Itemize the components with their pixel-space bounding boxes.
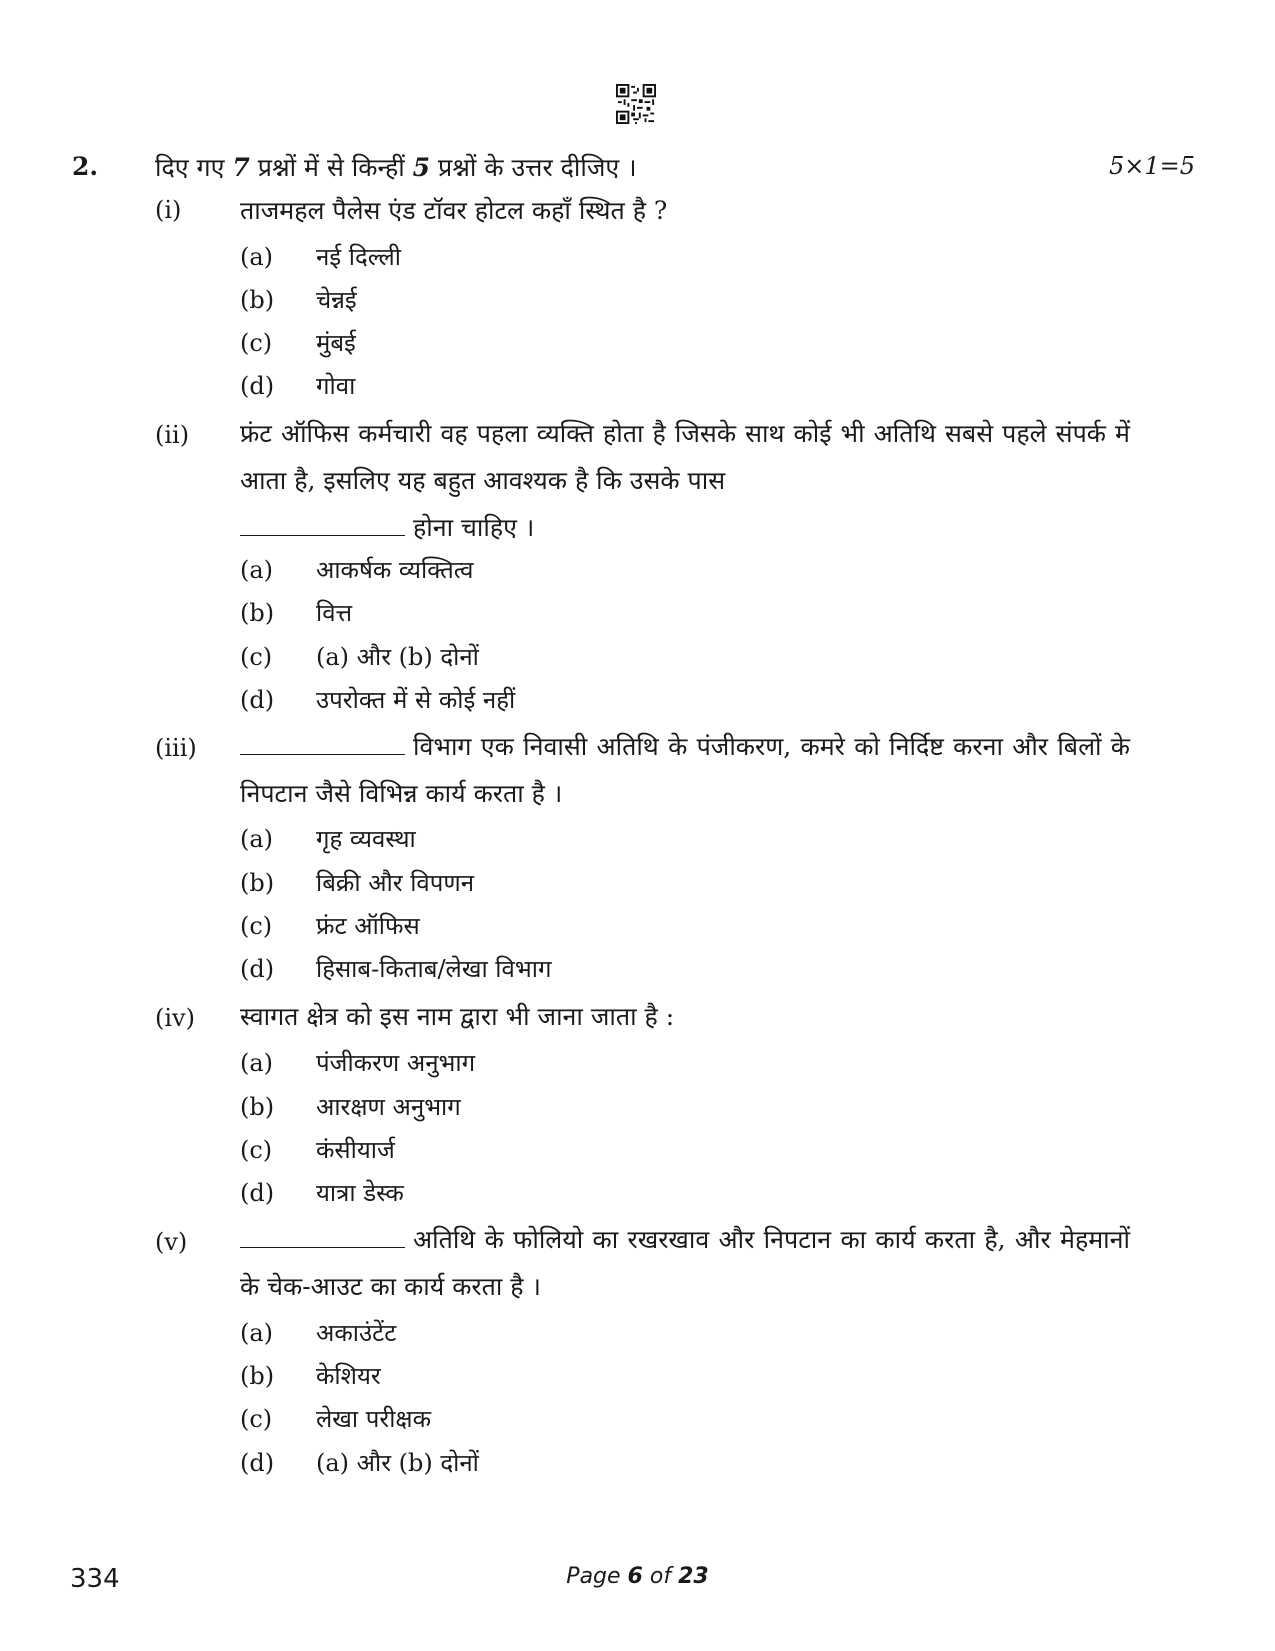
- option: (d) (a) और (b) दोनों: [240, 1449, 479, 1477]
- subquestion-label: (ii): [155, 421, 190, 449]
- option: (d) हिसाब-किताब/लेखा विभाग: [240, 955, 552, 983]
- option: (c) लेखा परीक्षक: [240, 1405, 432, 1433]
- option: (c) फ्रंट ऑफिस: [240, 912, 420, 940]
- question-number: 2.: [72, 152, 99, 181]
- subquestion-text: अतिथि के फोलियो का रखरखाव और निपटान का कार्य करता है, और मेहमानों के चेक-आउट का कार्य करता है ।: [240, 1216, 1130, 1310]
- option: (b) चेन्नई: [240, 286, 357, 314]
- subquestion-text: विभाग एक निवासी अतिथि के पंजीकरण, कमरे को निर्दिष्ट करना और बिलों के निपटान जैसे विभिन्न कार्य करता है ।: [240, 723, 1130, 817]
- page-number: Page 6 of 23: [566, 1564, 709, 1589]
- option: (a) नई दिल्ली: [240, 243, 402, 271]
- subquestion-text: स्वागत क्षेत्र को इस नाम द्वारा भी जाना जाता है :: [240, 1002, 675, 1031]
- option: (b) केशियर: [240, 1362, 381, 1390]
- answer-blank: [240, 1221, 405, 1248]
- option: (a) अकाउंटेंट: [240, 1319, 397, 1347]
- subquestion-label: (iv): [155, 1004, 195, 1032]
- answer-blank: [240, 509, 405, 536]
- marks-allocation: 5×1=5: [1108, 152, 1195, 180]
- option: (b) वित्त: [240, 599, 353, 627]
- option: (c) (a) और (b) दोनों: [240, 643, 479, 671]
- subject-code: 334: [70, 1564, 120, 1594]
- question-instruction: दिए गए 7 प्रश्नों में से किन्हीं 5 प्रश्नों के उत्तर दीजिए ।: [155, 153, 637, 182]
- qr-code: [616, 84, 656, 124]
- option: (a) गृह व्यवस्था: [240, 825, 416, 853]
- option: (d) उपरोक्त में से कोई नहीं: [240, 686, 516, 714]
- option: (d) गोवा: [240, 372, 356, 400]
- option: (c) कंसीयार्ज: [240, 1136, 395, 1164]
- answer-blank: [240, 728, 405, 755]
- subquestion-label: (v): [155, 1228, 188, 1256]
- subquestion-text: ताजमहल पैलेस एंड टॉवर होटल कहाँ स्थित है ?: [240, 196, 668, 225]
- option: (c) मुंबई: [240, 329, 356, 357]
- option: (b) बिक्री और विपणन: [240, 869, 475, 897]
- option: (a) आकर्षक व्यक्तित्व: [240, 556, 474, 584]
- option: (a) पंजीकरण अनुभाग: [240, 1049, 476, 1077]
- subquestion-label: (iii): [155, 734, 197, 762]
- option: (b) आरक्षण अनुभाग: [240, 1093, 461, 1121]
- subquestion-text: फ्रंट ऑफिस कर्मचारी वह पहला व्यक्ति होता है जिसके साथ कोई भी अतिथि सबसे पहले संपर्क में आता है, इसलिए यह बहुत आवश्यक है कि उसके पास होना चाहिए ।: [240, 419, 1130, 542]
- option: (d) यात्रा डेस्क: [240, 1179, 404, 1207]
- subquestion-label: (i): [155, 196, 182, 224]
